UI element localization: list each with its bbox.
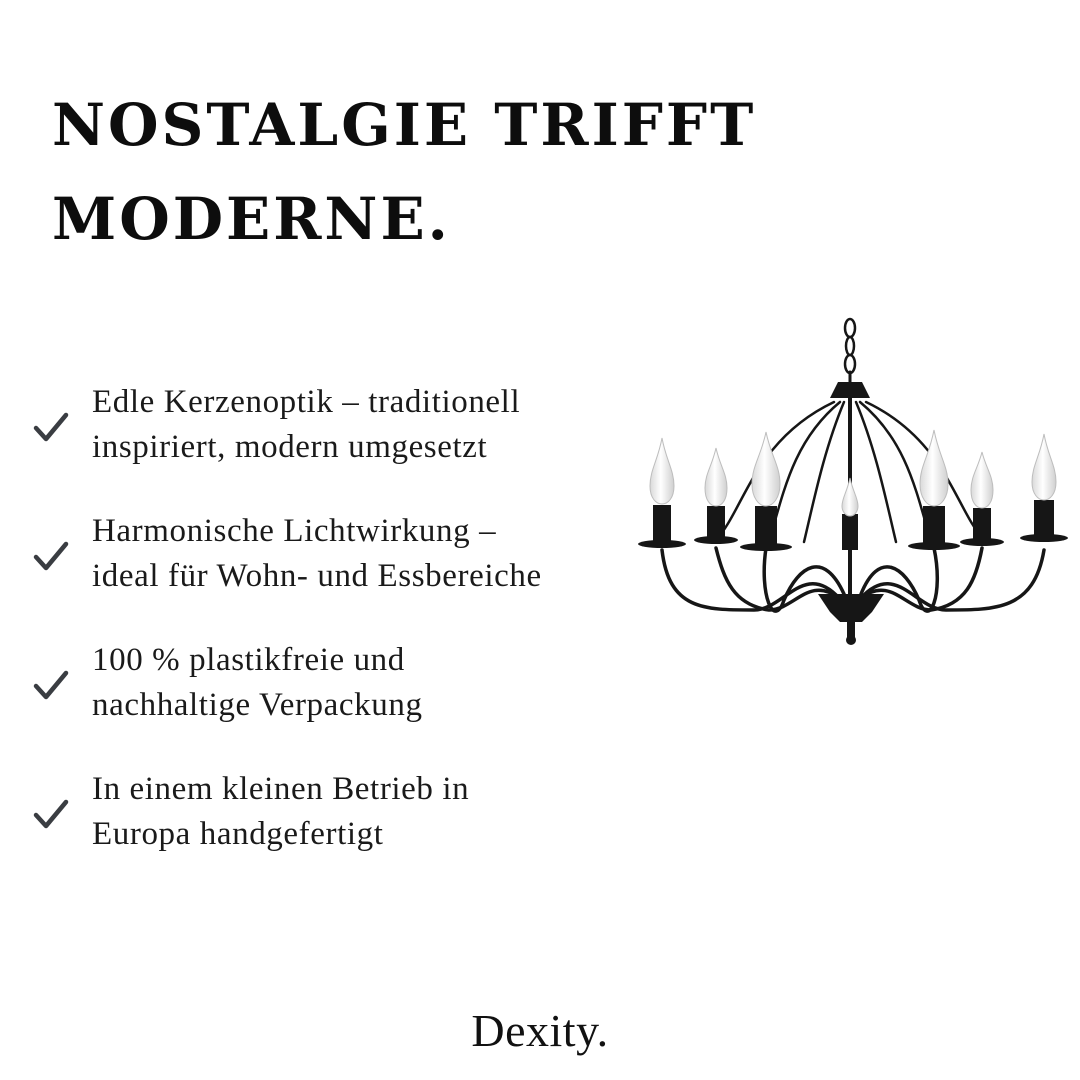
headline [52, 78, 772, 266]
chandelier-icon [634, 310, 1074, 660]
feature-item [28, 638, 648, 767]
check-icon [32, 797, 70, 831]
feature-text-line-1: Harmonische Lichtwirkung – [92, 513, 497, 549]
feature-item [28, 509, 648, 638]
feature-text-line-1: In einem kleinen Betrieb in [92, 771, 470, 807]
feature-text-line-2: inspiriert, modern umgesetzt [92, 429, 488, 465]
feature-item [28, 767, 648, 896]
feature-text-line-1: 100 % plastikfreie und [92, 642, 405, 678]
feature-text-line-1: Edle Kerzenoptik – traditionell [92, 384, 521, 420]
feature-text [92, 509, 652, 599]
check-icon [32, 668, 70, 702]
feature-text-line-2: ideal für Wohn- und Essbereiche [92, 558, 542, 594]
feature-text-line-2: Europa handgefertigt [92, 816, 384, 852]
headline-line-2: MODERNE. [52, 185, 451, 253]
feature-text [92, 767, 652, 857]
brand-logo: Dexity. [471, 1005, 609, 1056]
feature-item [28, 380, 648, 509]
check-icon [32, 410, 70, 444]
headline-line-1: NOSTALGIE TRIFFT [52, 91, 757, 159]
feature-text [92, 638, 652, 728]
feature-text [92, 380, 652, 470]
check-icon [32, 539, 70, 573]
feature-list [28, 380, 648, 896]
feature-text-line-2: nachhaltige Verpackung [92, 687, 423, 723]
